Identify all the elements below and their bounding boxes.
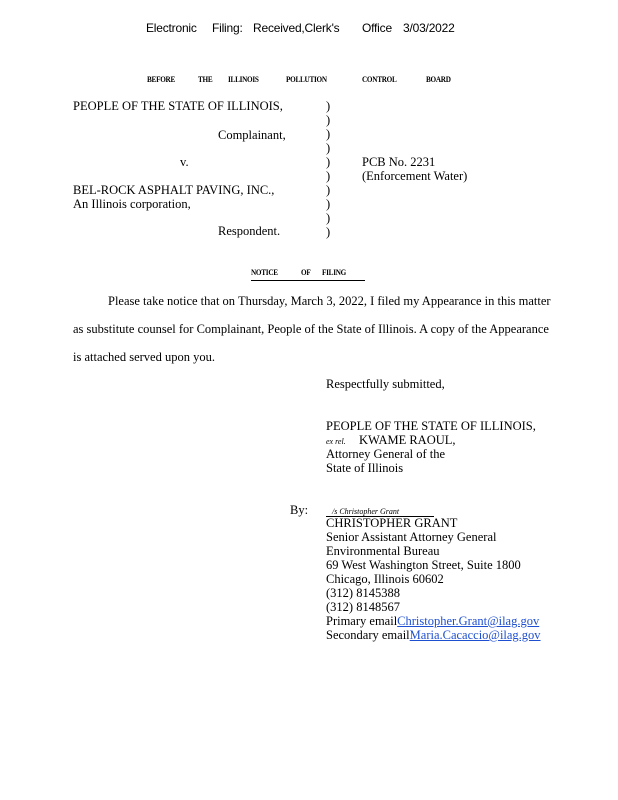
caption-paren: ) [326, 197, 331, 211]
secondary-email-label: Secondary email [326, 628, 410, 642]
caption-paren: ) [326, 211, 331, 225]
primary-email-label: Primary email [326, 614, 398, 628]
board-heading-word: THE [198, 75, 213, 84]
body-line: as substitute counsel for Complainant, People of the State of Illinois. A copy of the Appearance [73, 322, 549, 336]
caption-plaintiff: PEOPLE OF THE STATE OF ILLINOIS, [73, 99, 283, 113]
attorney-name: CHRISTOPHER GRANT [326, 516, 458, 530]
attorney-phone: (312) 8145388 [326, 586, 400, 600]
primary-email-link[interactable]: Christopher.Grant@ilag.gov [397, 614, 540, 628]
caption-paren: ) [326, 183, 331, 197]
attorney-phone: (312) 8148567 [326, 600, 400, 614]
signature-state: State of Illinois [326, 461, 404, 475]
primary-email-row [326, 614, 539, 629]
caption-defendant-desc: An Illinois corporation, [73, 197, 191, 211]
filing-stamp-electronic: Electronic [146, 21, 197, 35]
board-heading-word: POLLUTION [286, 75, 327, 84]
signature-ex-rel: ex rel. [326, 437, 346, 446]
caption-paren: ) [326, 155, 331, 169]
closing: Respectfully submitted, [326, 377, 445, 391]
case-number: PCB No. 2231 [362, 155, 436, 169]
caption-paren: ) [326, 141, 331, 155]
caption-paren: ) [326, 113, 331, 127]
notice-title-word: NOTICE [251, 268, 278, 277]
caption-versus: v. [180, 155, 189, 169]
body-line: is attached served upon you. [73, 350, 215, 364]
filing-stamp-date: 3/03/2022 [403, 21, 455, 35]
attorney-bureau: Environmental Bureau [326, 544, 440, 558]
attorney-street: 69 West Washington Street, Suite 1800 [326, 558, 521, 572]
notice-title-word: FILING [322, 268, 346, 277]
signature-ag-title: Attorney General of the [326, 447, 446, 461]
caption-paren: ) [326, 169, 331, 183]
filing-stamp-office: Office [362, 21, 392, 35]
board-heading-word: CONTROL [362, 75, 397, 84]
signature-handwritten: /s Christopher Grant [332, 507, 400, 516]
board-heading-word: ILLINOIS [228, 75, 259, 84]
caption-respondent: Respondent. [218, 224, 281, 238]
attorney-city: Chicago, Illinois 60602 [326, 572, 444, 586]
signature-by-label: By: [290, 503, 309, 517]
attorney-title: Senior Assistant Attorney General [326, 530, 497, 544]
filing-stamp-filing: Filing: [212, 21, 243, 35]
secondary-email-row [326, 628, 541, 643]
board-heading-word: BEFORE [147, 75, 175, 84]
body-line: Please take notice that on Thursday, March 3, 2022, I filed my Appearance in this matter [108, 294, 551, 308]
caption-paren: ) [326, 99, 331, 113]
signature-ag-name: KWAME RAOUL, [359, 433, 456, 447]
signature-party: PEOPLE OF THE STATE OF ILLINOIS, [326, 419, 536, 433]
caption-defendant: BEL-ROCK ASPHALT PAVING, INC., [73, 183, 275, 197]
filing-stamp-received: Received,Clerk's [253, 21, 340, 35]
secondary-email-link[interactable]: Maria.Cacaccio@ilag.gov [409, 628, 541, 642]
caption-paren: ) [326, 225, 331, 239]
case-type: (Enforcement Water) [362, 169, 468, 183]
caption-paren: ) [326, 127, 331, 141]
notice-title-word: OF [301, 268, 311, 277]
board-heading-word: BOARD [426, 75, 451, 84]
caption-complainant: Complainant, [218, 128, 286, 142]
